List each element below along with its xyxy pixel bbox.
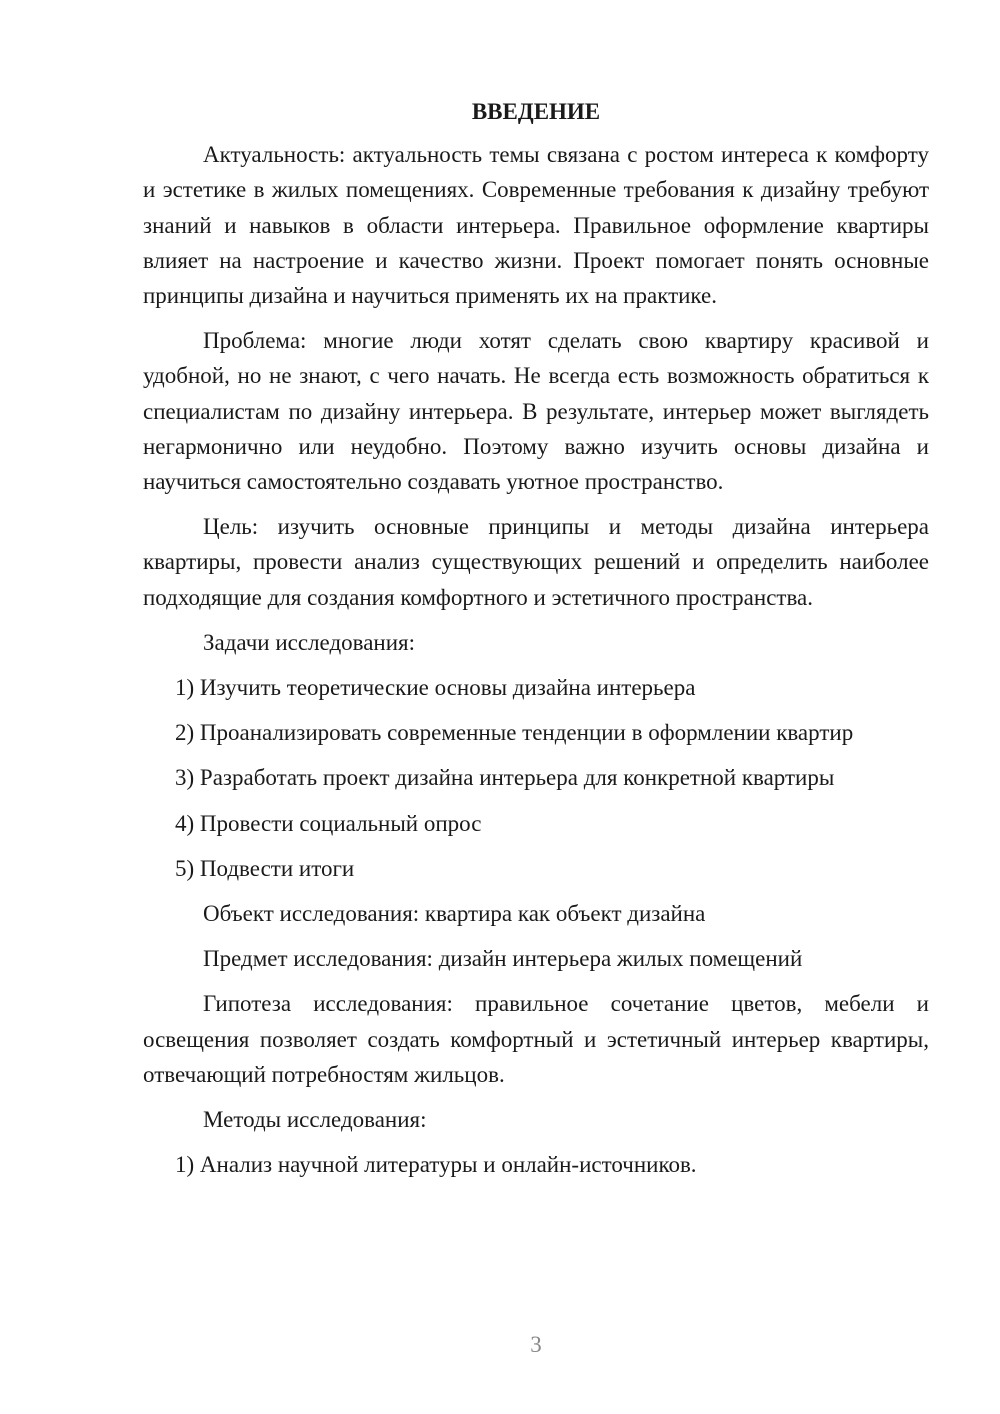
methods-list [143, 1147, 929, 1182]
list-item: 1) Изучить теоретические основы дизайна интерьера [175, 675, 696, 701]
research-object: Объект исследования: квартира как объект дизайна [203, 901, 706, 927]
list-item: 2) Проанализировать современные тенденции в оформлении квартир [175, 720, 854, 746]
goal-paragraph: Цель: изучить основные принципы и методы дизайна интерьера квартиры, провести анализ существующих решений и определить наиболее подходящие для создания комфортного и эстетичного пространства. [143, 514, 929, 610]
section-heading: ВВЕДЕНИЕ [471, 99, 601, 124]
page-content [143, 94, 929, 1192]
research-subject: Предмет исследования: дизайн интерьера жилых помещений [203, 946, 803, 972]
tasks-list [143, 670, 929, 886]
relevance-paragraph: Актуальность: актуальность темы связана с ростом интереса к комфорту и эстетике в жилых помещениях. Современные требования к дизайну требуют знаний и навыков в области интерьера. Правильное оформление квартиры влияет на настроение и качество жизни. Проект помогает понять основные принципы дизайна и научиться применять их на практике. [143, 142, 929, 309]
tasks-title: Задачи исследования: [203, 629, 416, 655]
page-number: 3 [530, 1332, 542, 1357]
hypothesis-paragraph: Гипотеза исследования: правильное сочетание цветов, мебели и освещения позволяет создать комфортный и эстетичный интерьер квартиры, отвечающий потребностям жильцов. [143, 991, 929, 1087]
list-item: 3) Разработать проект дизайна интерьера для конкретной квартиры [175, 765, 835, 791]
list-item: 5) Подвести итоги [175, 855, 355, 881]
list-item: 1) Анализ научной литературы и онлайн-источников. [175, 1152, 697, 1178]
problem-paragraph: Проблема: многие люди хотят сделать свою квартиру красивой и удобной, но не знают, с чего начать. Не всегда есть возможность обратиться к специалистам по дизайну интерьера. В результате, интерьер может выглядеть негармонично или неудобно. Поэтому важно изучить основы дизайна и научиться самостоятельно создавать уютное пространство. [143, 328, 929, 495]
list-item: 4) Провести социальный опрос [175, 810, 482, 836]
methods-title: Методы исследования: [203, 1107, 427, 1133]
